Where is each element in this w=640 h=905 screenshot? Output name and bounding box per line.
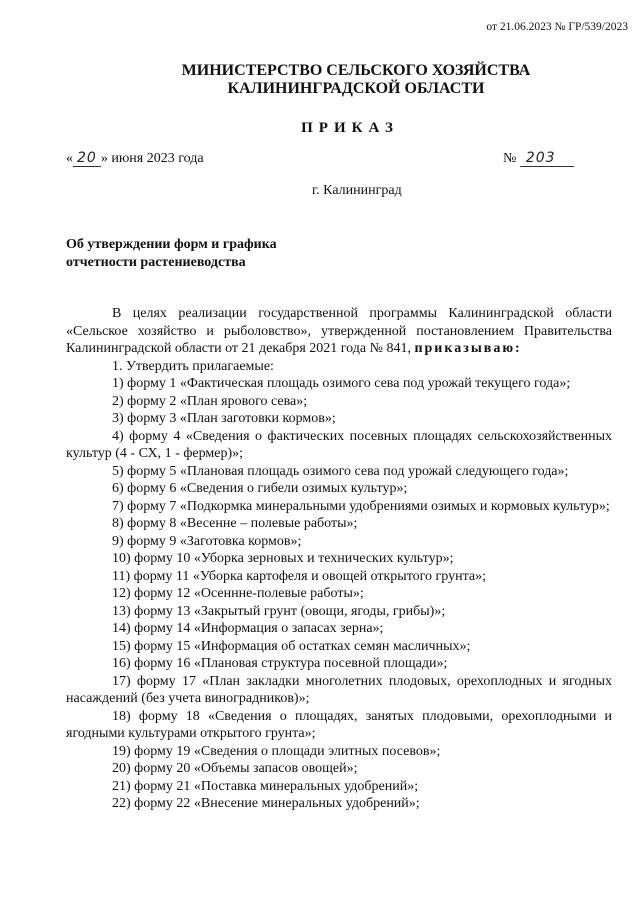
form-list-item: 2) форму 2 «План ярового сева»; [112, 393, 308, 409]
form-list-item: 21) форму 21 «Поставка минеральных удобрений»; [112, 778, 419, 794]
form-list-item: 16) форму 16 «Плановая структура посевной площади»; [112, 656, 448, 671]
preamble-paragraph [66, 305, 612, 358]
document-type-title: ПРИКАЗ [301, 120, 399, 136]
form-list-item: 11) форму 11 «Уборка картофеля и овощей открытого грунта»; [112, 568, 486, 584]
order-date [66, 150, 204, 167]
registration-stamp: от 21.06.2023 № ГР/539/2023 [486, 21, 628, 33]
form-list-item: 17) форму 17 «План закладки многолетних плодовых, орехоплодных и ягодных насаждений (без учета виноградников)»; [66, 673, 612, 706]
form-list-item: 18) форму 18 «Сведения о площадях, занятых плодовыми, орехоплодными и ягодными культурами открытого грунта»; [66, 708, 612, 741]
subject-line-2: отчетности растениеводства [66, 255, 246, 270]
order-subject [66, 236, 277, 272]
form-list-item: 6) форму 6 «Сведения о гибели озимых культур»; [112, 481, 408, 496]
order-word: приказываю: [414, 341, 522, 356]
form-list-item: 15) форму 15 «Информация об остатках семян масличных»; [112, 638, 471, 654]
subject-line-1: Об утверждении форм и графика [66, 237, 277, 252]
number-prefix: № [503, 151, 517, 166]
forms-list [66, 375, 612, 813]
date-day-handwritten: 20 [73, 150, 101, 167]
form-list-item: 19) форму 19 «Сведения о площади элитных посевов»; [112, 743, 441, 759]
form-list-item: 20) форму 20 «Объемы запасов овощей»; [112, 761, 358, 776]
date-rest: » июня 2023 года [100, 151, 204, 166]
form-list-item: 12) форму 12 «Осеннне-полевые работы»; [112, 586, 364, 601]
form-list-item: 1) форму 1 «Фактическая площадь озимого сева под урожай текущего года»; [112, 376, 571, 391]
form-list-item: 9) форму 9 «Заготовка кормов»; [112, 533, 302, 549]
ministry-line-1: МИНИСТЕРСТВО СЕЛЬСКОГО ХОЗЯЙСТВА [181, 62, 531, 79]
ministry-line-2: КАЛИНИНГРАДСКОЙ ОБЛАСТИ [227, 80, 485, 97]
form-list-item: 8) форму 8 «Весенне – полевые работы»; [112, 516, 358, 531]
form-list-item: 10) форму 10 «Уборка зерновых и технических культур»; [112, 551, 454, 566]
form-list-item: 14) форму 14 «Информация о запасах зерна»; [112, 621, 384, 636]
form-list-item: 22) форму 22 «Внесение минеральных удобрений»; [112, 796, 420, 811]
form-list-item: 5) форму 5 «Плановая площадь озимого сева под урожай следующего года»; [112, 463, 569, 479]
form-list-item: 13) форму 13 «Закрытый грунт (овощи, ягоды, грибы)»; [112, 603, 446, 619]
order-number [503, 150, 574, 167]
form-list-item: 3) форму 3 «План заготовки кормов»; [112, 411, 336, 426]
city: г. Калининград [312, 183, 402, 198]
preamble-text: В целях реализации государственной программы Калининградской области «Сельское хозяйство и рыболовство», утвержденной постановлением Правительства Калининградской области от 21 декабря 2021 года № 841, [66, 306, 612, 356]
ministry-header [0, 62, 640, 98]
form-list-item: 4) форму 4 «Сведения о фактических посевных площадях сельскохозяйственных культур (4 - СХ, 1 - фермер)»; [66, 428, 612, 461]
number-handwritten: 203 [520, 150, 574, 167]
order-body [66, 305, 612, 813]
date-open-quote: « [66, 151, 73, 166]
item-1: 1. Утвердить прилагаемые: [112, 358, 274, 374]
form-list-item: 7) форму 7 «Подкормка минеральными удобрениями озимых и кормовых культур»; [112, 498, 610, 514]
